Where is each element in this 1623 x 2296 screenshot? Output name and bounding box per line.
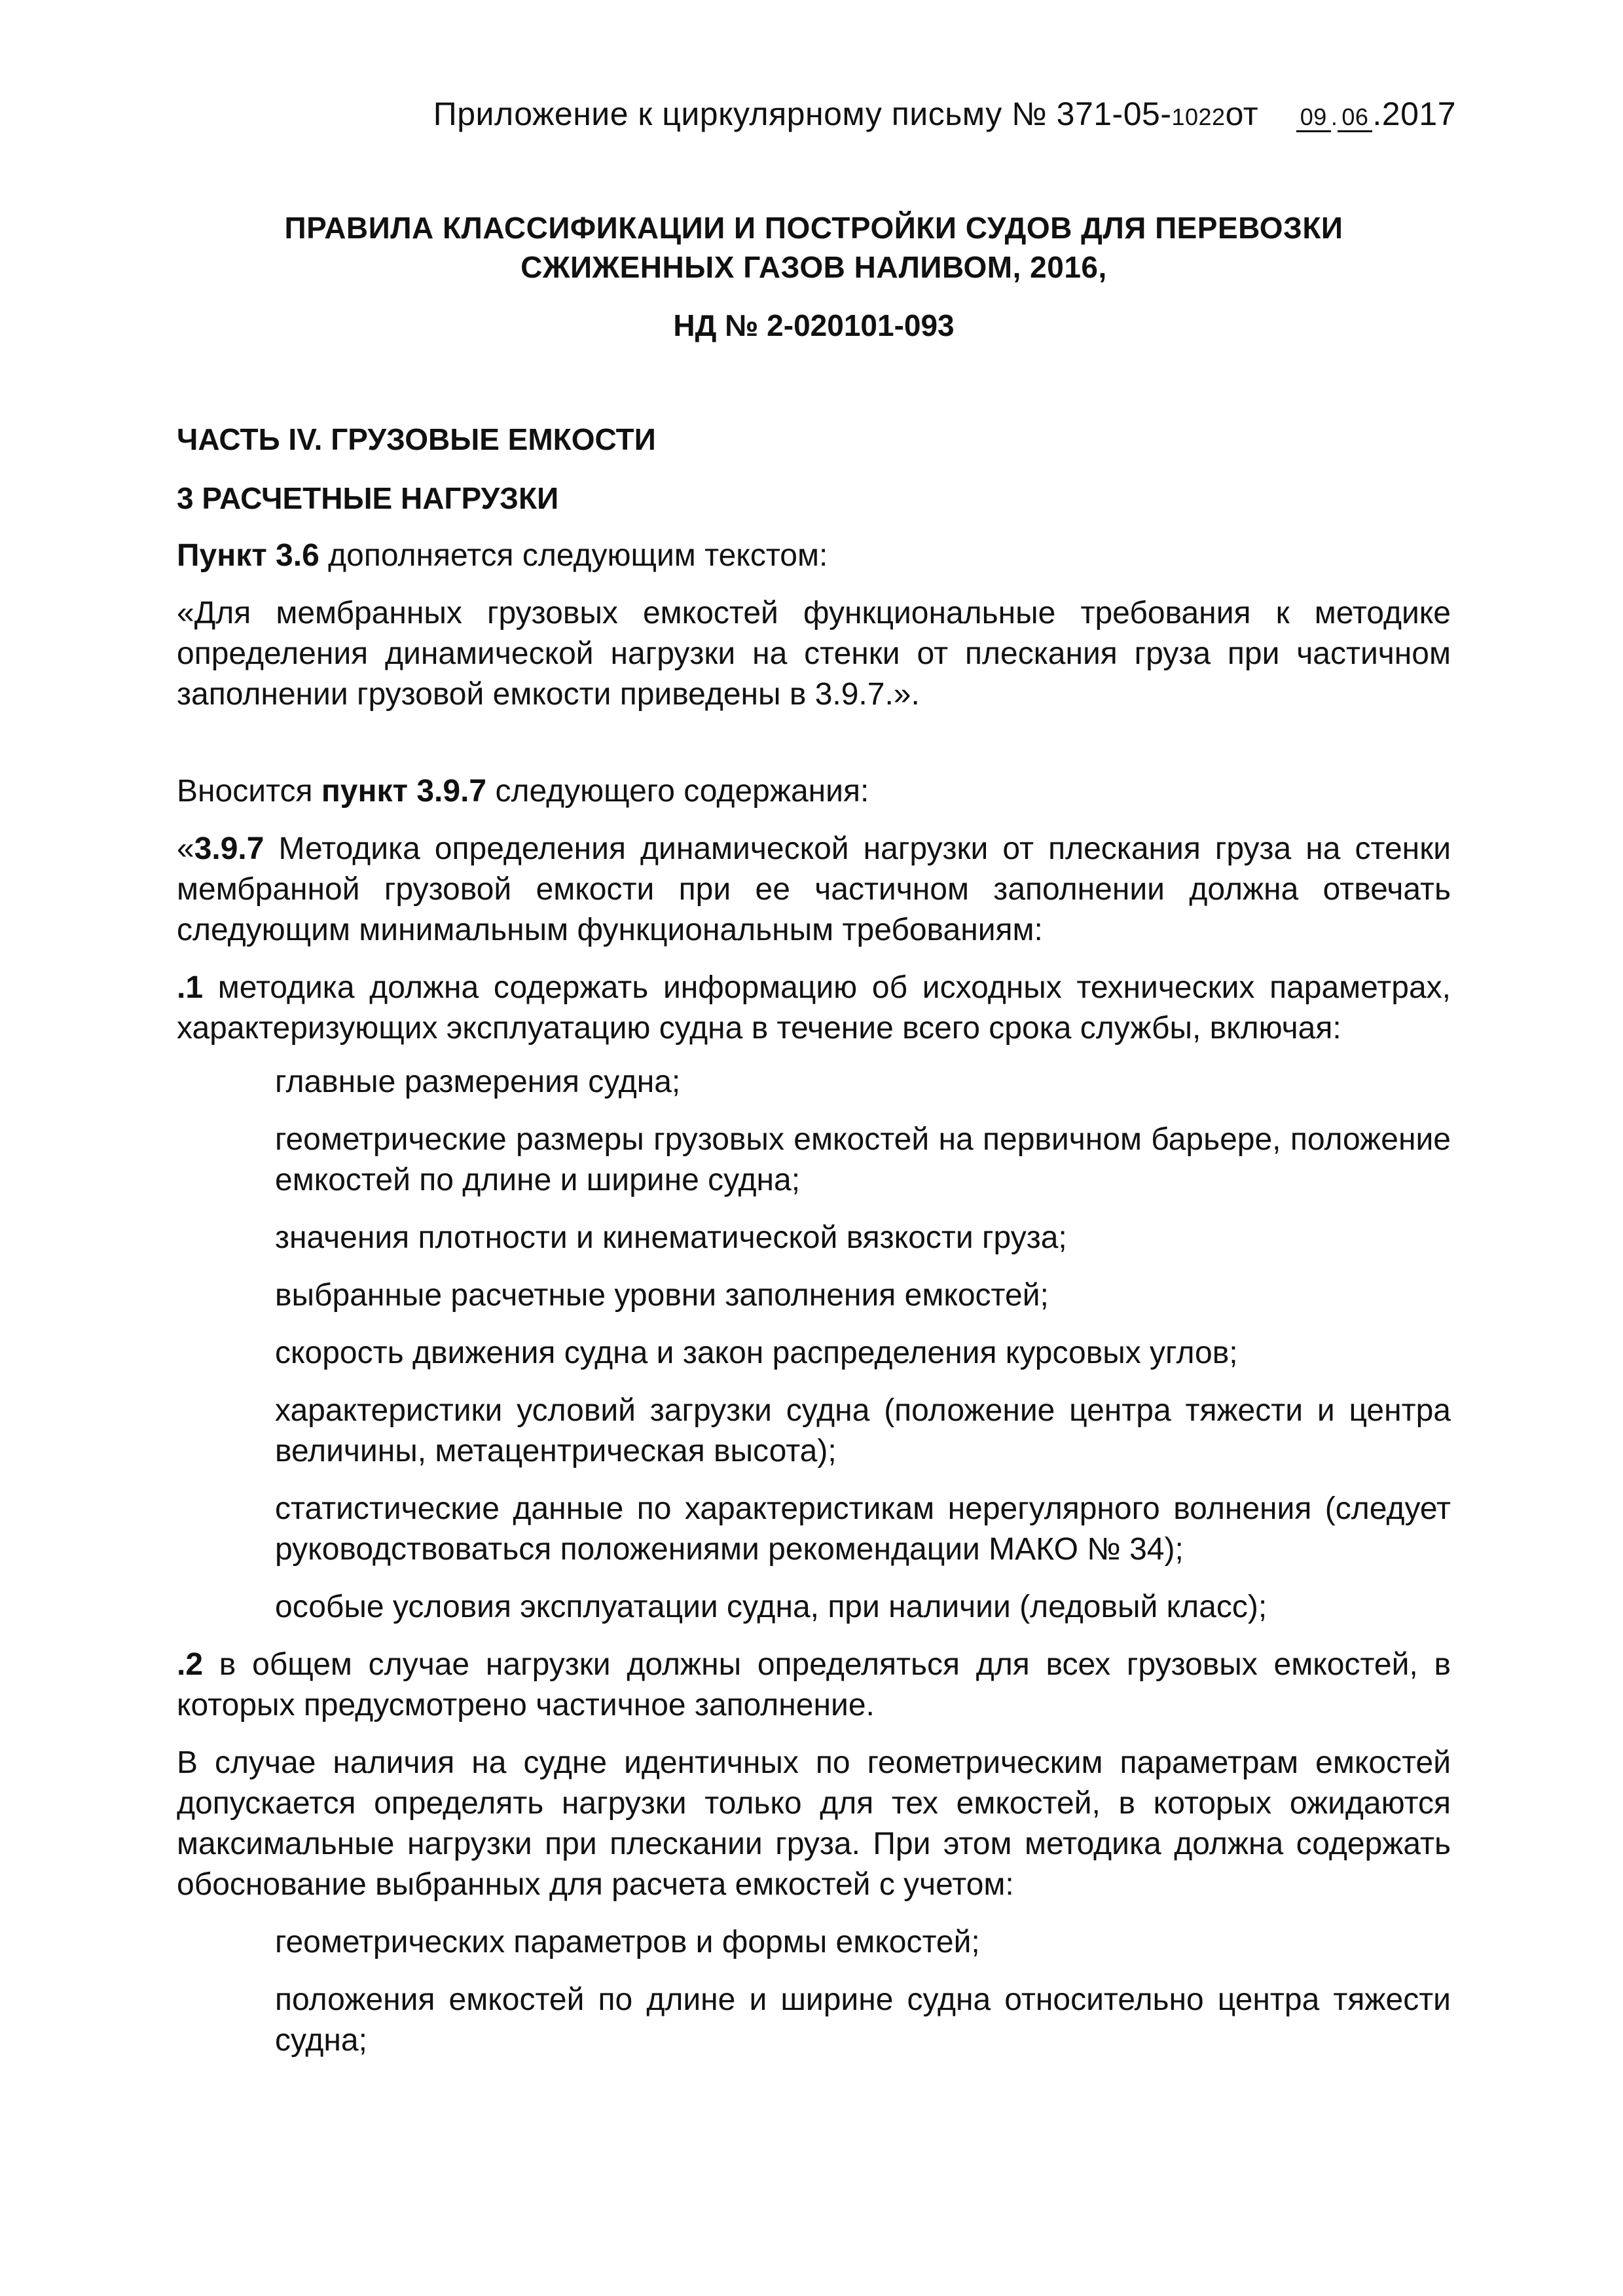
ref-month: 06 bbox=[1338, 104, 1372, 132]
item-2 bbox=[177, 1645, 1451, 1726]
list-item: геометрических параметров и формы емкостей; bbox=[275, 1925, 980, 1959]
circular-letter-reference bbox=[433, 95, 1456, 133]
clause-ref: Пункт 3.6 bbox=[177, 538, 319, 573]
list-item: выбранные расчетные уровни заполнения емкостей; bbox=[275, 1278, 1049, 1313]
item-1 bbox=[177, 968, 1451, 1049]
paragraph-3-6-insert: «Для мембранных грузовых емкостей функциональные требования к методике определения динамической нагрузки на стенки от плескания груза при частичном заполнении грузовой емкости приведены в 3.9.7.». bbox=[177, 596, 1451, 712]
list-item: характеристики условий загрузки судна (положение центра тяжести и центра величины, метацентрическая высота); bbox=[275, 1393, 1451, 1468]
list-item: статистические данные по характеристикам нерегулярного волнения (следует руководствоваться положениями рекомендации МАКО № 34); bbox=[275, 1491, 1451, 1567]
paragraph-text: Вносится bbox=[177, 774, 321, 809]
clause-ref: 3.9.7 bbox=[194, 831, 264, 866]
document-body bbox=[177, 419, 1451, 2061]
ref-day: 09 bbox=[1296, 104, 1331, 132]
ref-year: .2017 bbox=[1372, 96, 1456, 132]
list-item: особые условия эксплуатации судна, при наличии (ледовый класс); bbox=[275, 1590, 1267, 1624]
ref-date-sep: . bbox=[1330, 103, 1338, 130]
paragraph-3-9-7-intro bbox=[177, 771, 1451, 812]
document-title bbox=[177, 208, 1451, 287]
paragraph-text: дополняется следующим текстом: bbox=[319, 538, 828, 573]
list-item: положения емкостей по длине и ширине судна относительно центра тяжести судна; bbox=[275, 1982, 1451, 2058]
quote-mark: « bbox=[177, 831, 194, 866]
list-item: скорость движения судна и закон распределения курсовых углов; bbox=[275, 1336, 1238, 1370]
item-text: в общем случае нагрузки должны определяться для всех грузовых емкостей, в которых предусмотрено частичное заполнение. bbox=[177, 1647, 1451, 1722]
ref-letter-number: 1022 bbox=[1171, 103, 1226, 130]
list-item: главные размерения судна; bbox=[275, 1065, 681, 1099]
item-number: .2 bbox=[177, 1647, 204, 1682]
list-item: значения плотности и кинематической вязкости груза; bbox=[275, 1220, 1067, 1255]
ref-ot: от bbox=[1225, 96, 1259, 132]
paragraph-text: Методика определения динамической нагрузки от плескания груза на стенки мембранной грузовой емкости при ее частичном заполнении должна отвечать следующим минимальным функциональным требованиям: bbox=[177, 831, 1451, 947]
clause-ref: пункт 3.9.7 bbox=[321, 774, 487, 809]
ref-prefix: Приложение к циркулярному письму № 371-05- bbox=[433, 96, 1172, 132]
paragraph-3-6 bbox=[177, 536, 1451, 576]
title-line-1: ПРАВИЛА КЛАССИФИКАЦИИ И ПОСТРОЙКИ СУДОВ ДЛЯ ПЕРЕВОЗКИ bbox=[284, 211, 1343, 245]
paragraph-identical-tanks: В случае наличия на судне идентичных по геометрическим параметрам емкостей допускается определять нагрузки только для тех емкостей, в которых ожидаются максимальные нагрузки при плескании груза. При этом методика должна содержать обоснование выбранных для расчета емкостей с учетом: bbox=[177, 1745, 1451, 1902]
paragraph-3-9-7 bbox=[177, 829, 1451, 951]
list-item: геометрические размеры грузовых емкостей на первичном барьере, положение емкостей по длине и ширине судна; bbox=[275, 1122, 1451, 1197]
paragraph-text: следующего содержания: bbox=[486, 774, 869, 809]
section-heading: 3 РАСЧЕТНЫЕ НАГРУЗКИ bbox=[177, 481, 559, 515]
item-text: методика должна содержать информацию об исходных технических параметрах, характеризующих эксплуатацию судна в течение всего срока службы, включая: bbox=[177, 970, 1451, 1046]
document-nd-number: НД № 2-020101-093 bbox=[673, 308, 955, 342]
title-line-2: СЖИЖЕННЫХ ГАЗОВ НАЛИВОМ, 2016, bbox=[520, 250, 1107, 284]
part-heading: ЧАСТЬ IV. ГРУЗОВЫЕ ЕМКОСТИ bbox=[177, 422, 656, 456]
item-number: .1 bbox=[177, 970, 204, 1005]
